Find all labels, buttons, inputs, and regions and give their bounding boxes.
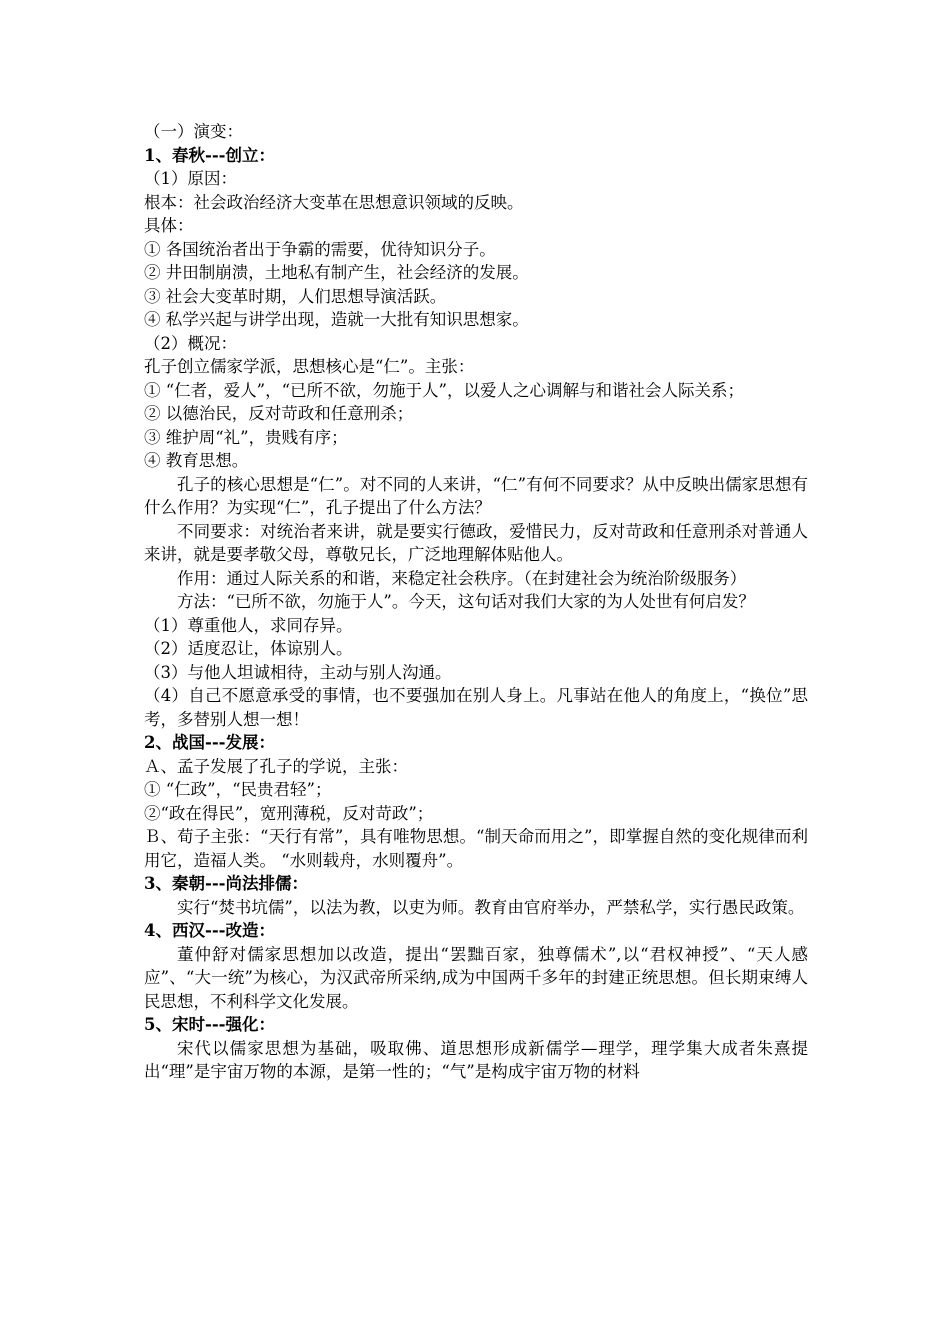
- heading-song: 5、宋时---强化：: [144, 1015, 276, 1034]
- list-item: （2）适度忍让，体谅别人。: [144, 639, 353, 658]
- paragraph: 宋代以儒家思想为基础，吸取佛、道思想形成新儒学—理学，理学集大成者朱熹提出“理”是宇宙万物的本源，是第一性的；“气”是构成宇宙万物的材料: [144, 1038, 808, 1081]
- list-item: ③ 社会大变革时期，人们思想导演活跃。: [144, 286, 447, 306]
- section-title: （一）演变：: [144, 122, 243, 141]
- list-item: ② 井田制崩溃，土地私有制产生，社会经济的发展。: [144, 263, 529, 282]
- list-item: ② 以德治民，反对苛政和任意刑杀；: [144, 404, 414, 423]
- list-item: ① 各国统治者出于争霸的需要，优待知识分子。: [144, 239, 496, 259]
- paragraph: 孔子的核心思想是“仁”。对不同的人来讲，“仁”有何不同要求？从中反映出儒家思想有什么作用？为实现“仁”，孔子提出了什么方法？: [144, 474, 808, 517]
- list-item: ① “仁者，爱人”，“已所不欲，勿施于人”，以爱人之心调解与和谐社会人际关系；: [144, 380, 744, 400]
- heading-qin: 3、秦朝---尚法排儒：: [144, 874, 309, 893]
- list-item: ① “仁政”，“民贵君轻”；: [144, 780, 332, 799]
- paragraph: 董仲舒对儒家思想加以改造，提出“罢黜百家，独尊儒术”,以“君权神授”、“天人感应”、“大一统”为核心，为汉武帝所采纳,成为中国两千多年的封建正统思想。但长期束缚人民思想，不利科学文化发展。: [144, 944, 808, 1011]
- paragraph: 作用：通过人际关系的和谐，来稳定社会秩序。（在封建社会为统治阶级服务）: [177, 568, 747, 588]
- text-line: Ａ、孟子发展了孔子的学说，主张：: [144, 756, 408, 776]
- list-item: （4）自己不愿意承受的事情，也不要强加在别人身上。凡事站在他人的角度上，“换位”思考，多替别人想一想！: [144, 686, 808, 729]
- list-item: ④ 私学兴起与讲学出现，造就一大批有知识思想家。: [144, 310, 529, 329]
- subheading-overview: （2）概况：: [144, 333, 237, 353]
- paragraph: 不同要求：对统治者来讲，就是要实行德政，爱惜民力，反对苛政和任意刑杀对普通人来讲，就是要孝敬父母，尊敬兄长，广泛地理解体贴他人。: [144, 521, 808, 564]
- text-line: 根本：社会政治经济大变革在思想意识领域的反映。: [144, 192, 524, 212]
- subheading-reasons: （1）原因：: [144, 169, 237, 188]
- paragraph: Ｂ、荀子主张：“天行有常”，具有唯物思想。“制天命而用之”，即掌握自然的变化规律而利用它，造福人类。 “水则载舟，水则覆舟”。: [144, 827, 808, 870]
- heading-zhanguo: 2、战国---发展：: [144, 733, 276, 752]
- heading-chunqiu: 1、春秋---创立：: [144, 145, 276, 165]
- list-item: ④ 教育思想。: [144, 451, 249, 470]
- list-item: ②“政在得民”，宽刑薄税，反对苛政”；: [144, 803, 434, 823]
- document-page: [144, 120, 808, 1084]
- heading-xihan: 4、西汉---改造：: [144, 921, 276, 940]
- list-item: （3）与他人坦诚相待，主动与别人沟通。: [144, 662, 452, 682]
- text-line: 具体：: [144, 216, 194, 235]
- text-line: 孔子创立儒家学派，思想核心是“仁”。主张：: [144, 357, 475, 376]
- paragraph: 实行“焚书坑儒”，以法为教，以吏为师。教育由官府举办，严禁私学，实行愚民政策。: [177, 897, 805, 917]
- paragraph: 方法：“已所不欲，勿施于人”。今天，这句话对我们大家的为人处世有何启发？: [177, 592, 755, 611]
- list-item: ③ 维护周“礼”，贵贱有序；: [144, 427, 348, 447]
- list-item: （1）尊重他人，求同存异。: [144, 615, 353, 635]
